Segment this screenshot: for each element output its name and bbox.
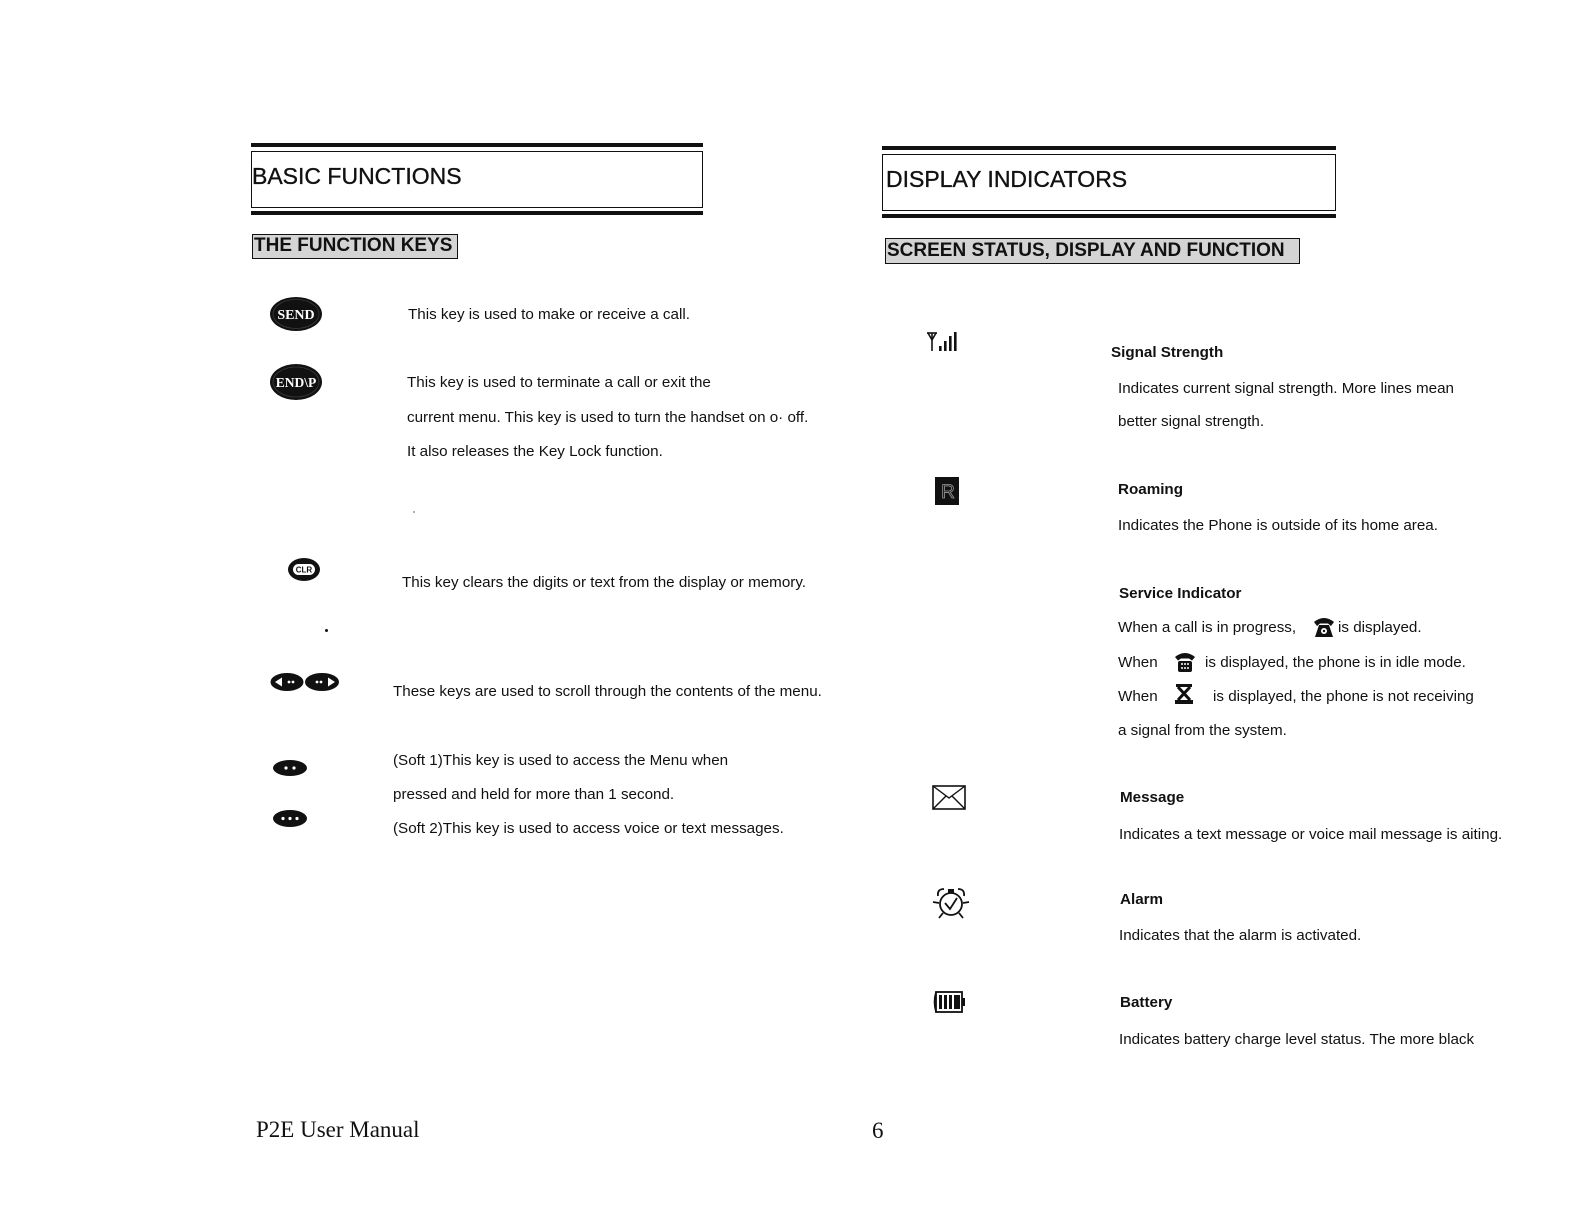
soft-key-1-icon [272,759,308,777]
send-key-icon [269,296,323,332]
no-service-icon [1173,683,1195,705]
display-indicators-title: DISPLAY INDICATORS [886,166,1128,192]
end-power-key-label: END\P [275,375,317,390]
roaming-icon [935,477,959,505]
header-frame [882,154,1336,211]
end-key-description-line: current menu. This key is used to turn the handset on o· off. [407,409,809,426]
screen-status-subheading-box [885,238,1300,264]
soft-key-2-icon [272,809,308,828]
signal-strength-description-line: better signal strength. [1118,413,1265,430]
soft-keys-description-line: pressed and held for more than 1 second. [393,786,675,803]
phone-idle-icon [1174,650,1196,673]
phone-call-in-progress-icon [1313,615,1335,639]
signal-strength-label: Signal Strength [1111,344,1224,361]
header-rule-top [251,143,703,147]
end-power-key-icon [269,363,323,401]
clear-key-icon [287,557,321,582]
clear-key-description: This key clears the digits or text from the display or memory. [402,574,807,591]
header-rule-bottom [882,214,1336,218]
soft-keys-description-line: (Soft 2)This key is used to access voice or text messages. [393,820,784,837]
soft-keys-description-line: (Soft 1)This key is used to access the Menu when [393,752,729,769]
alarm-label: Alarm [1120,891,1164,908]
message-description: Indicates a text message or voice mail message is aiting. [1119,826,1503,843]
send-key-label: SEND [277,308,315,323]
page-number: 6 [872,1118,884,1143]
basic-functions-header-box [251,143,703,215]
roaming-description: Indicates the Phone is outside of its home area. [1118,517,1438,534]
message-envelope-icon [932,785,966,810]
scan-speck [413,511,415,513]
battery-label: Battery [1120,994,1173,1011]
scan-speck [325,629,328,632]
scroll-keys-description: These keys are used to scroll through the contents of the menu. [393,683,822,700]
header-rule-bottom [251,211,703,215]
message-label: Message [1120,789,1185,806]
service-line-text: When a call is in progress, [1118,619,1297,636]
service-line-text: a signal from the system. [1118,722,1287,739]
signal-strength-description-line: Indicates current signal strength. More lines mean [1118,380,1454,397]
function-keys-subheading-box [252,234,458,259]
battery-icon [932,990,967,1014]
service-line-text: When [1118,654,1158,671]
header-frame [251,151,703,208]
service-line-text: is displayed, the phone is in idle mode. [1205,654,1466,671]
alarm-description: Indicates that the alarm is activated. [1119,927,1362,944]
service-indicator-label: Service Indicator [1119,585,1242,602]
display-indicators-header-box [882,146,1336,218]
end-key-description-line: This key is used to terminate a call or exit the [407,374,711,391]
signal-strength-icon [926,331,960,353]
clear-key-label: CLR [295,565,313,575]
basic-functions-title: BASIC FUNCTIONS [252,163,462,189]
service-line-text: When [1118,688,1158,705]
alarm-clock-icon [930,885,972,922]
service-line-text: is displayed. [1338,619,1422,636]
roaming-icon-letter: R [941,482,955,503]
end-key-description-line: It also releases the Key Lock function. [407,443,663,460]
function-keys-subheading: THE FUNCTION KEYS [254,235,453,256]
send-key-description: This key is used to make or receive a call. [408,306,690,323]
roaming-label: Roaming [1118,481,1183,498]
battery-description: Indicates battery charge level status. The more black [1119,1031,1475,1048]
header-rule-top [882,146,1336,150]
footer-manual-title: P2E User Manual [256,1117,420,1142]
service-line-text: is displayed, the phone is not receiving [1213,688,1474,705]
screen-status-subheading: SCREEN STATUS, DISPLAY AND FUNCTION [887,240,1285,261]
scroll-keys-icon [270,672,340,692]
